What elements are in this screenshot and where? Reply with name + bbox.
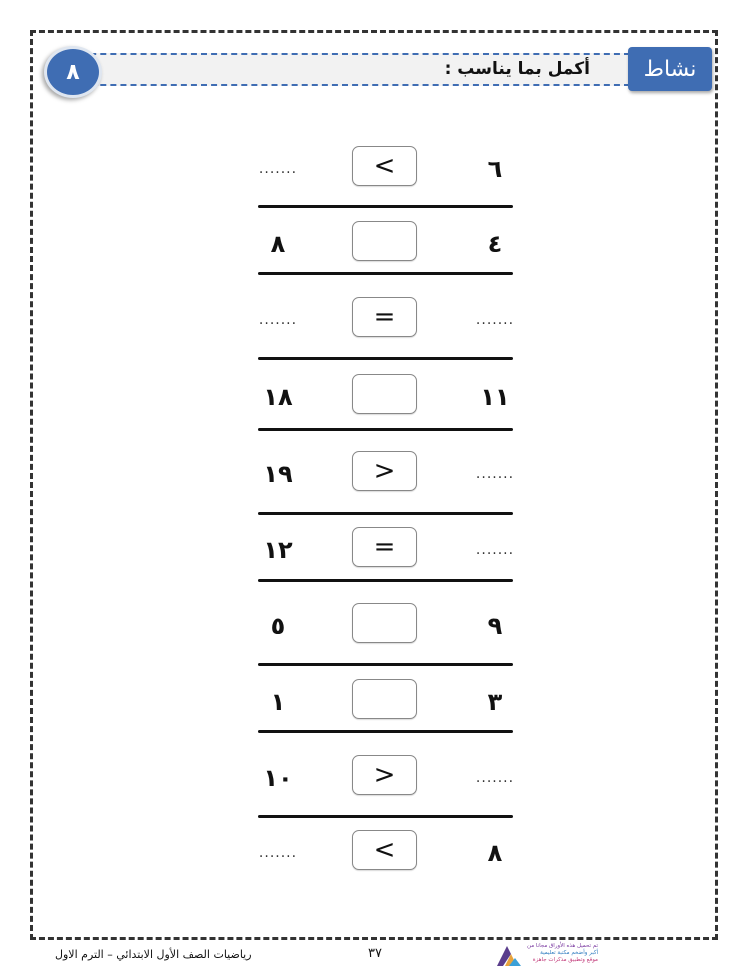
instruction-text: أكمل بما يناسب : xyxy=(444,59,590,79)
activity-number-badge: ٨ xyxy=(44,46,102,98)
comparison-row xyxy=(0,297,750,357)
right-number: ....... xyxy=(475,312,515,328)
left-number: ....... xyxy=(258,312,298,328)
comparison-symbol-box[interactable] xyxy=(352,603,417,643)
page-number: ٣٧ xyxy=(368,946,382,961)
comparison-symbol-box[interactable] xyxy=(352,679,417,719)
left-number: ١ xyxy=(270,688,286,716)
activity-label: نشاط xyxy=(628,47,712,91)
row-separator xyxy=(258,815,513,818)
comparison-symbol-box[interactable]: > xyxy=(352,755,417,795)
left-number: ١٩ xyxy=(263,460,293,488)
left-number: ....... xyxy=(258,161,298,177)
comparison-row xyxy=(0,755,750,815)
left-number: ....... xyxy=(258,845,298,861)
row-separator xyxy=(258,579,513,582)
comparison-row xyxy=(0,830,750,890)
right-number: ٤ xyxy=(487,230,503,258)
left-number: ١٢ xyxy=(263,536,293,564)
left-number: ٨ xyxy=(270,230,286,258)
row-separator xyxy=(258,205,513,208)
comparison-symbol-box[interactable] xyxy=(352,374,417,414)
row-separator xyxy=(258,357,513,360)
comparison-row xyxy=(0,451,750,511)
logo-text: تم تحميل هذه الأوراق مجانا من أكبر وأضخم مكتبة تعليمية موقع وتطبيق مذكرات جاهزة xyxy=(527,943,598,963)
right-number: ....... xyxy=(475,542,515,558)
comparison-row xyxy=(0,146,750,206)
comparison-symbol-box[interactable]: > xyxy=(352,451,417,491)
comparison-symbol-box[interactable] xyxy=(352,221,417,261)
row-separator xyxy=(258,730,513,733)
row-separator xyxy=(258,272,513,275)
comparison-symbol-box[interactable]: = xyxy=(352,527,417,567)
right-number: ١١ xyxy=(480,383,510,411)
right-number: ....... xyxy=(475,770,515,786)
row-separator xyxy=(258,512,513,515)
right-number: ٩ xyxy=(487,612,503,640)
left-number: ١٠ xyxy=(263,764,293,792)
comparison-symbol-box[interactable]: < xyxy=(352,830,417,870)
right-number: ٦ xyxy=(487,155,503,183)
right-number: ....... xyxy=(475,466,515,482)
row-separator xyxy=(258,428,513,431)
right-number: ٨ xyxy=(487,839,503,867)
left-number: ١٨ xyxy=(263,383,293,411)
left-number: ٥ xyxy=(270,612,286,640)
comparison-symbol-box[interactable]: < xyxy=(352,146,417,186)
comparison-row xyxy=(0,603,750,663)
footer-title: رياضيات الصف الأول الابتدائي – الترم الاول xyxy=(55,948,252,961)
comparison-row xyxy=(0,374,750,434)
right-number: ٣ xyxy=(487,688,503,716)
comparison-symbol-box[interactable]: = xyxy=(352,297,417,337)
comparison-row xyxy=(0,527,750,587)
row-separator xyxy=(258,663,513,666)
